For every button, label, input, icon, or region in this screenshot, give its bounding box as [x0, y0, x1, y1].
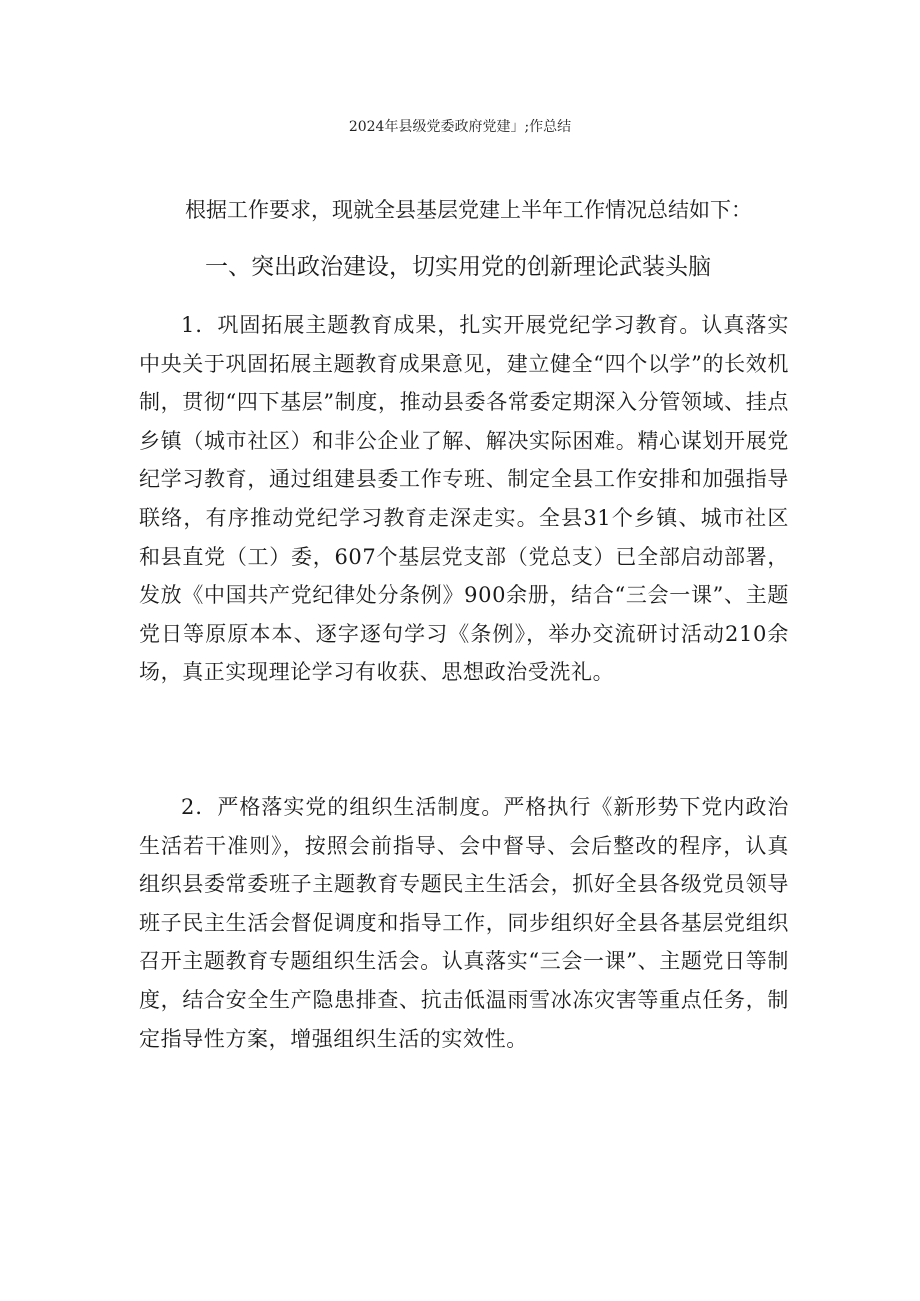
- body-paragraph: 2．严格落实党的组织生活制度。严格执行《新形势下党内政治生活若干准则》，按照会前指导、会中督导、会后整改的程序，认真组织县委常委班子主题教育专题民主生活会，抓好全县各级党员领导班子民主生活会督促调度和指导工作，同步组织好全县各基层党组织召开主题教育专题组织生活会。认真落实“三会一课”、主题党日等制度，结合安全生产隐患排查、抗击低温雨雪冰冻灾害等重点任务，制定指导性方案，增强组织生活的实效性。: [139, 795, 789, 1051]
- document-title: 2024年县级党委政府党建」;作总结: [348, 119, 572, 135]
- body-paragraph: 1．巩固拓展主题教育成果，扎实开展党纪学习教育。认真落实中央关于巩固拓展主题教育成果意见，建立健全“四个以学”的长效机制，贯彻“四下基层”制度，推动县委各常委定期深入分管领域、挂点乡镇（城市社区）和非公企业了解、解决实际困难。精心谋划开展党纪学习教育，通过组建县委工作专班、制定全县工作安排和加强指导联络，有序推动党纪学习教育走深走实。全县31个乡镇、城市社区和县直党（工）委，607个基层党支部（党总支）已全部启动部署，发放《中国共产党纪律处分条例》900余册，结合“三会一课”、主题党日等原原本本、逐字逐句学习《条例》，举办交流研讨活动210余场，真正实现理论学习有收获、思想政治受洗礼。: [139, 313, 789, 685]
- section-heading: 一、突出政治建设，切实用党的创新理论武装头脑: [205, 254, 711, 280]
- intro-paragraph: 根据工作要求，现就全县基层党建上半年工作情况总结如下：: [185, 198, 752, 222]
